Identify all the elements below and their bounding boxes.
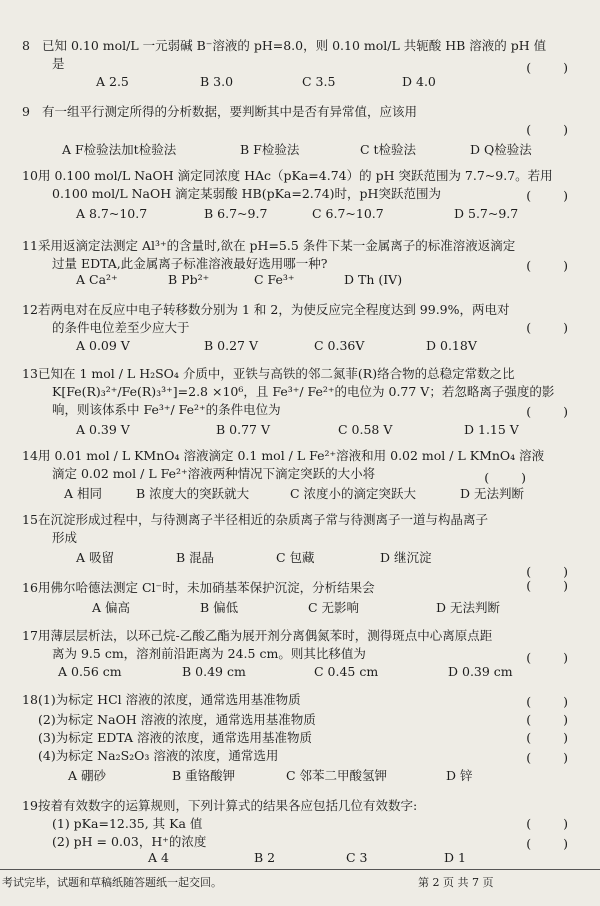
option-b: B 2 [254, 850, 276, 865]
option-b: B F检验法 [240, 142, 300, 157]
option-d: D Q检验法 [470, 142, 532, 157]
option-d: D 锌 [446, 768, 473, 783]
answer-blank[interactable]: ( ) [526, 750, 582, 765]
question-text: (2) pH = 0.03，H⁺的浓度 [52, 834, 207, 849]
question-text: 15在沉淀形成过程中，与待测离子半径相近的杂质离子常与待测离子一道与构晶离子 [22, 512, 489, 527]
option-b: B 重铬酸钾 [172, 768, 236, 783]
answer-blank[interactable]: ( ) [526, 730, 582, 745]
option-a: A 0.56 cm [58, 664, 122, 679]
answer-blank[interactable]: ( ) [526, 188, 582, 203]
option-c: C 0.36V [314, 338, 365, 353]
option-b: B 浓度大的突跃就大 [136, 486, 250, 501]
option-c: C Fe³⁺ [254, 272, 295, 287]
answer-blank[interactable]: ( ) [526, 650, 582, 665]
option-b: B 0.27 V [204, 338, 258, 353]
question-text: (4)为标定 Na₂S₂O₃ 溶液的浓度，通常选用 [38, 748, 279, 763]
option-c: C t检验法 [360, 142, 417, 157]
question-text: 8 已知 0.10 mol/L 一元弱碱 B⁻溶液的 pH=8.0，则 0.10 mol/L 共轭酸 HB 溶液的 pH 值 [22, 38, 547, 53]
question-text: 11采用返滴定法测定 Al³⁺的含量时,欲在 pH=5.5 条件下某一金属离子的标准溶液返滴定 [22, 238, 516, 253]
answer-blank[interactable]: ( ) [526, 404, 582, 419]
footer-note: 考试完毕，试题和草稿纸随答题纸一起交回。 [2, 876, 222, 889]
option-d: D 无法判断 [460, 486, 524, 501]
option-d: D Th (IV) [344, 272, 403, 287]
option-d: D 0.39 cm [448, 664, 513, 679]
option-a: A 相同 [64, 486, 103, 501]
answer-blank[interactable]: ( ) [526, 712, 582, 727]
question-text: 13已知在 1 mol / L H₂SO₄ 介质中，亚铁与高铁的邻二氮菲(R)络合物的总稳定常数之比 [22, 366, 515, 381]
option-b: B 0.49 cm [182, 664, 246, 679]
option-a: A 2.5 [96, 74, 129, 89]
footer-divider [0, 869, 600, 870]
question-text: 9 有一组平行测定所得的分析数据，要判断其中是否有异常值，应该用 [22, 104, 417, 119]
option-a: A F检验法加t检验法 [62, 142, 177, 157]
option-b: B 6.7~9.7 [204, 206, 268, 221]
option-b: B Pb²⁺ [168, 272, 210, 287]
option-a: A 8.7~10.7 [76, 206, 148, 221]
option-c: C 包藏 [276, 550, 315, 565]
option-d: D 1.15 V [464, 422, 519, 437]
question-text: 12若两电对在反应中电子转移数分别为 1 和 2，为使反应完全程度达到 99.9%，两电对 [22, 302, 510, 317]
option-d: D 无法判断 [436, 600, 500, 615]
option-b: B 偏低 [200, 600, 239, 615]
question-text: 是 [52, 56, 65, 71]
option-a: A 偏高 [92, 600, 131, 615]
question-text: (1) pKa=12.35, 其 Ka 值 [52, 816, 203, 831]
question-text: 滴定 0.02 mol / L Fe²⁺溶液两种情况下滴定突跃的大小将 [52, 466, 376, 481]
option-a: A 0.09 V [76, 338, 130, 353]
option-d: D 继沉淀 [380, 550, 432, 565]
question-text: 18(1)为标定 HCl 溶液的浓度，通常选用基准物质 [22, 692, 301, 707]
question-text: 0.100 mol/L NaOH 滴定某弱酸 HB(pKa=2.74)时，pH突跃范围为 [52, 186, 441, 201]
option-c: C 0.58 V [338, 422, 393, 437]
answer-blank[interactable]: ( ) [526, 122, 582, 137]
option-a: A 4 [148, 850, 169, 865]
question-text: 的条件电位差至少应大于 [52, 320, 190, 335]
option-d: D 0.18V [426, 338, 477, 353]
question-text: 形成 [52, 530, 78, 545]
question-text: 离为 9.5 cm，溶剂前沿距离为 24.5 cm。则其比移值为 [52, 646, 366, 661]
answer-blank[interactable]: ( ) [526, 320, 582, 335]
question-text: 过量 EDTA,此金属离子标准溶液最好选用哪一种? [52, 256, 328, 271]
answer-blank[interactable]: ( ) [484, 470, 540, 485]
option-c: C 无影响 [308, 600, 360, 615]
question-text: (2)为标定 NaOH 溶液的浓度，通常选用基准物质 [38, 712, 316, 727]
answer-blank[interactable]: ( ) [526, 258, 582, 273]
option-c: C 邻苯二甲酸氢钾 [286, 768, 388, 783]
question-text: K[Fe(R)₃²⁺/Fe(R)₃³⁺]=2.8 ×10⁶，且 Fe³⁺/ Fe²⁺的电位为 0.77 V；若忽略离子强度的影 [52, 384, 555, 399]
question-text: 响，则该体系中 Fe³⁺/ Fe²⁺的条件电位为 [52, 402, 281, 417]
option-b: B 0.77 V [216, 422, 270, 437]
question-text: 19按着有效数字的运算规则，下列计算式的结果各应包括几位有效数字: [22, 798, 418, 813]
page-number: 第 2 页 共 7 页 [418, 876, 494, 889]
option-b: B 3.0 [200, 74, 234, 89]
option-a: A 0.39 V [76, 422, 130, 437]
option-d: D 1 [444, 850, 466, 865]
answer-blank[interactable]: ( ) [526, 60, 582, 75]
answer-blank[interactable]: ( ) [526, 816, 582, 831]
question-text: 14用 0.01 mol / L KMnO₄ 溶液滴定 0.1 mol / L Fe²⁺溶液和用 0.02 mol / L KMnO₄ 溶液 [22, 448, 545, 463]
question-text: 17用薄层层析法，以环己烷-乙酸乙酯为展开剂分离偶氮苯时，测得斑点中心离原点距 [22, 628, 493, 643]
question-text: 16用佛尔哈德法测定 Cl⁻时，未加硝基苯保护沉淀，分析结果会 [22, 580, 375, 595]
option-a: A Ca²⁺ [76, 272, 118, 287]
question-text: (3)为标定 EDTA 溶液的浓度，通常选用基准物质 [38, 730, 312, 745]
answer-blank[interactable]: ( ) [526, 578, 582, 593]
option-c: C 0.45 cm [314, 664, 379, 679]
option-b: B 混晶 [176, 550, 215, 565]
option-c: C 浓度小的滴定突跃大 [290, 486, 417, 501]
option-d: D 5.7~9.7 [454, 206, 519, 221]
option-a: A 硼砂 [68, 768, 107, 783]
option-c: C 3 [346, 850, 368, 865]
option-c: C 6.7~10.7 [312, 206, 384, 221]
option-d: D 4.0 [402, 74, 436, 89]
answer-blank[interactable]: ( ) [526, 564, 582, 579]
answer-blank[interactable]: ( ) [526, 836, 582, 851]
question-text: 10用 0.100 mol/L NaOH 滴定同浓度 HAc（pKa=4.74）的 pH 突跃范围为 7.7~9.7。若用 [22, 168, 553, 183]
option-c: C 3.5 [302, 74, 336, 89]
option-a: A 吸留 [76, 550, 115, 565]
answer-blank[interactable]: ( ) [526, 694, 582, 709]
